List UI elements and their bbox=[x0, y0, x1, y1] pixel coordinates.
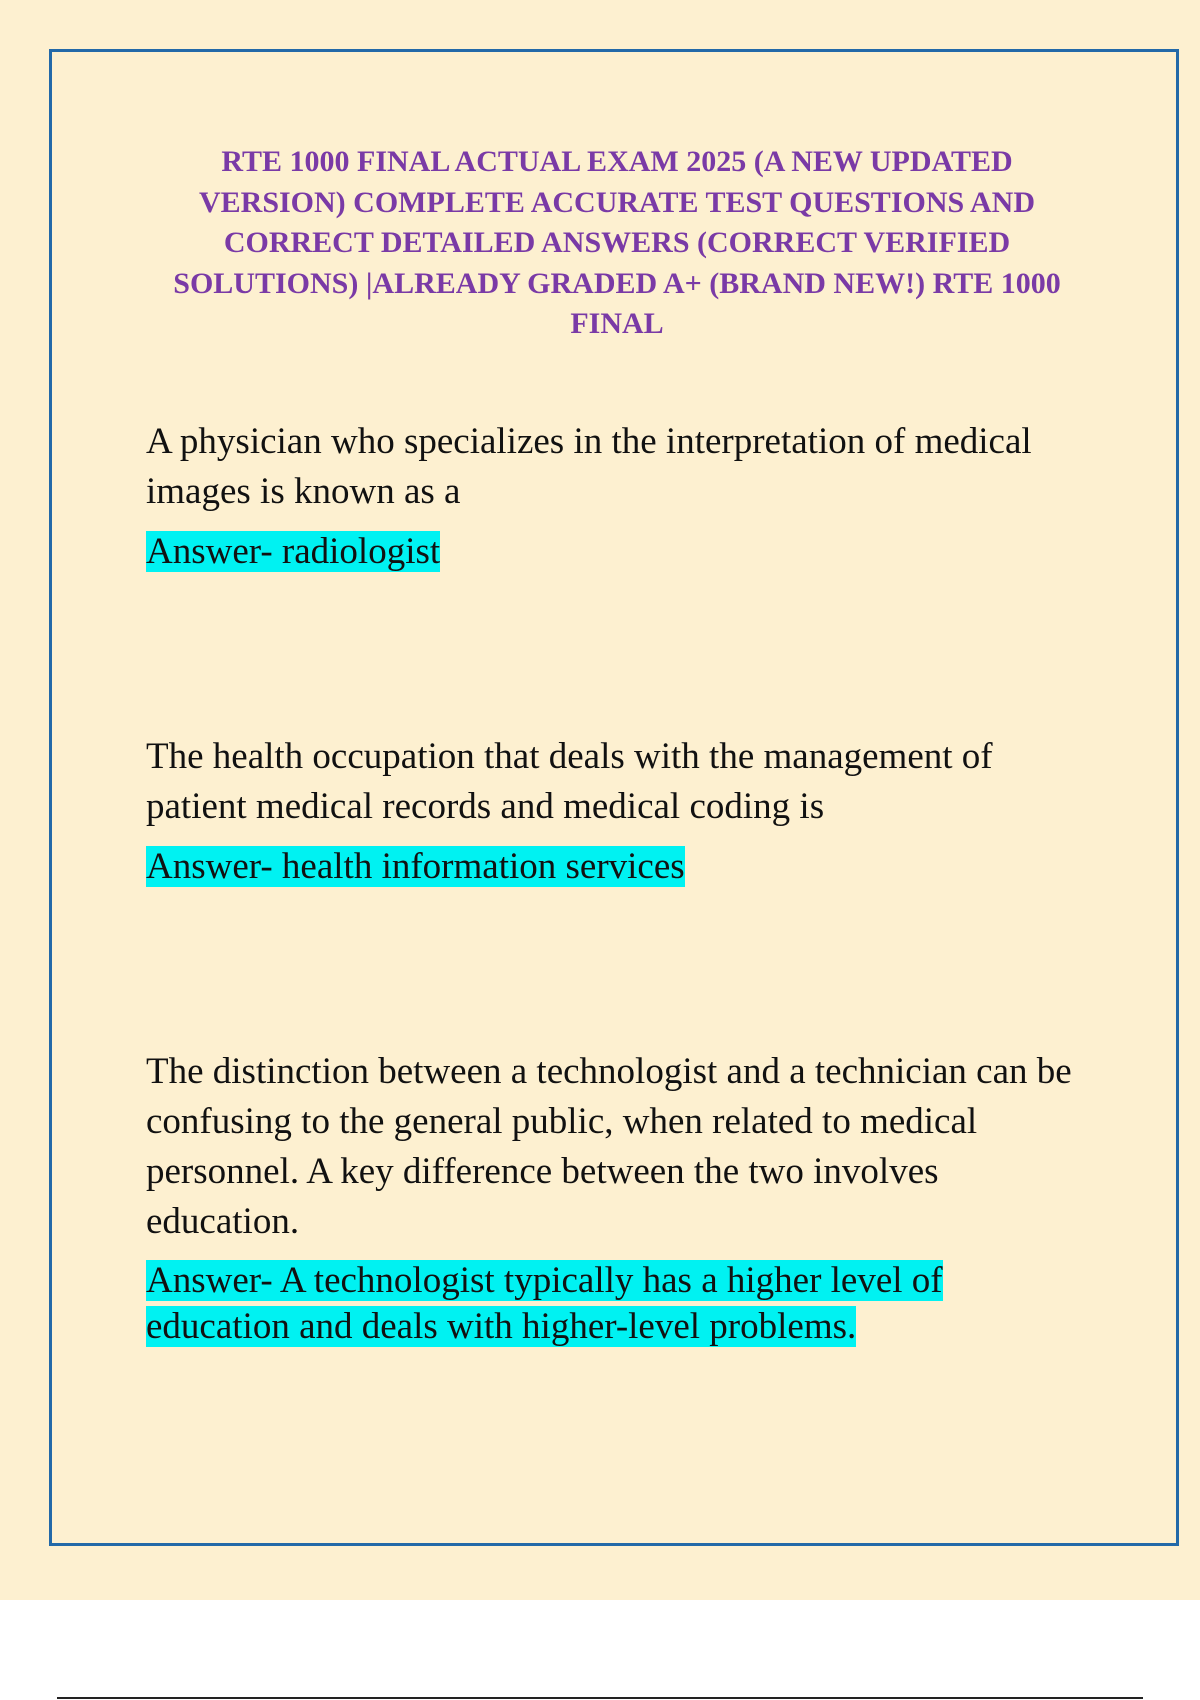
answer-text bbox=[146, 843, 1086, 891]
qa-item bbox=[146, 417, 1086, 576]
question-text: The health occupation that deals with the management of patient medical records and medical coding is bbox=[146, 736, 993, 827]
qa-item bbox=[146, 732, 1086, 891]
footer-divider bbox=[57, 1697, 1143, 1699]
answer-highlight: Answer- radiologist bbox=[146, 531, 441, 572]
document-title: RTE 1000 FINAL ACTUAL EXAM 2025 (A NEW UPDATED VERSION) COMPLETE ACCURATE TEST QUESTIONS AND CORRECT DETAILED ANSWERS (CORRECT VERIFIED SOLUTIONS) |ALREADY GRADED A+ (BRAND NEW!) RTE 1000 FINAL bbox=[173, 145, 1061, 340]
answer-text bbox=[146, 528, 1086, 576]
answer-highlight: Answer- A technologist typically has a higher level of education and deals with higher-level problems. bbox=[146, 1260, 943, 1347]
answer-highlight: Answer- health information services bbox=[146, 846, 685, 887]
answer-text bbox=[146, 1258, 1086, 1350]
question-text: The distinction between a technologist and a technician can be confusing to the general public, when related to medical personnel. A key difference between the two involves education. bbox=[146, 1051, 1072, 1242]
question-text: A physician who specializes in the interpretation of medical images is known as a bbox=[146, 421, 1032, 512]
qa-item bbox=[146, 1047, 1086, 1350]
